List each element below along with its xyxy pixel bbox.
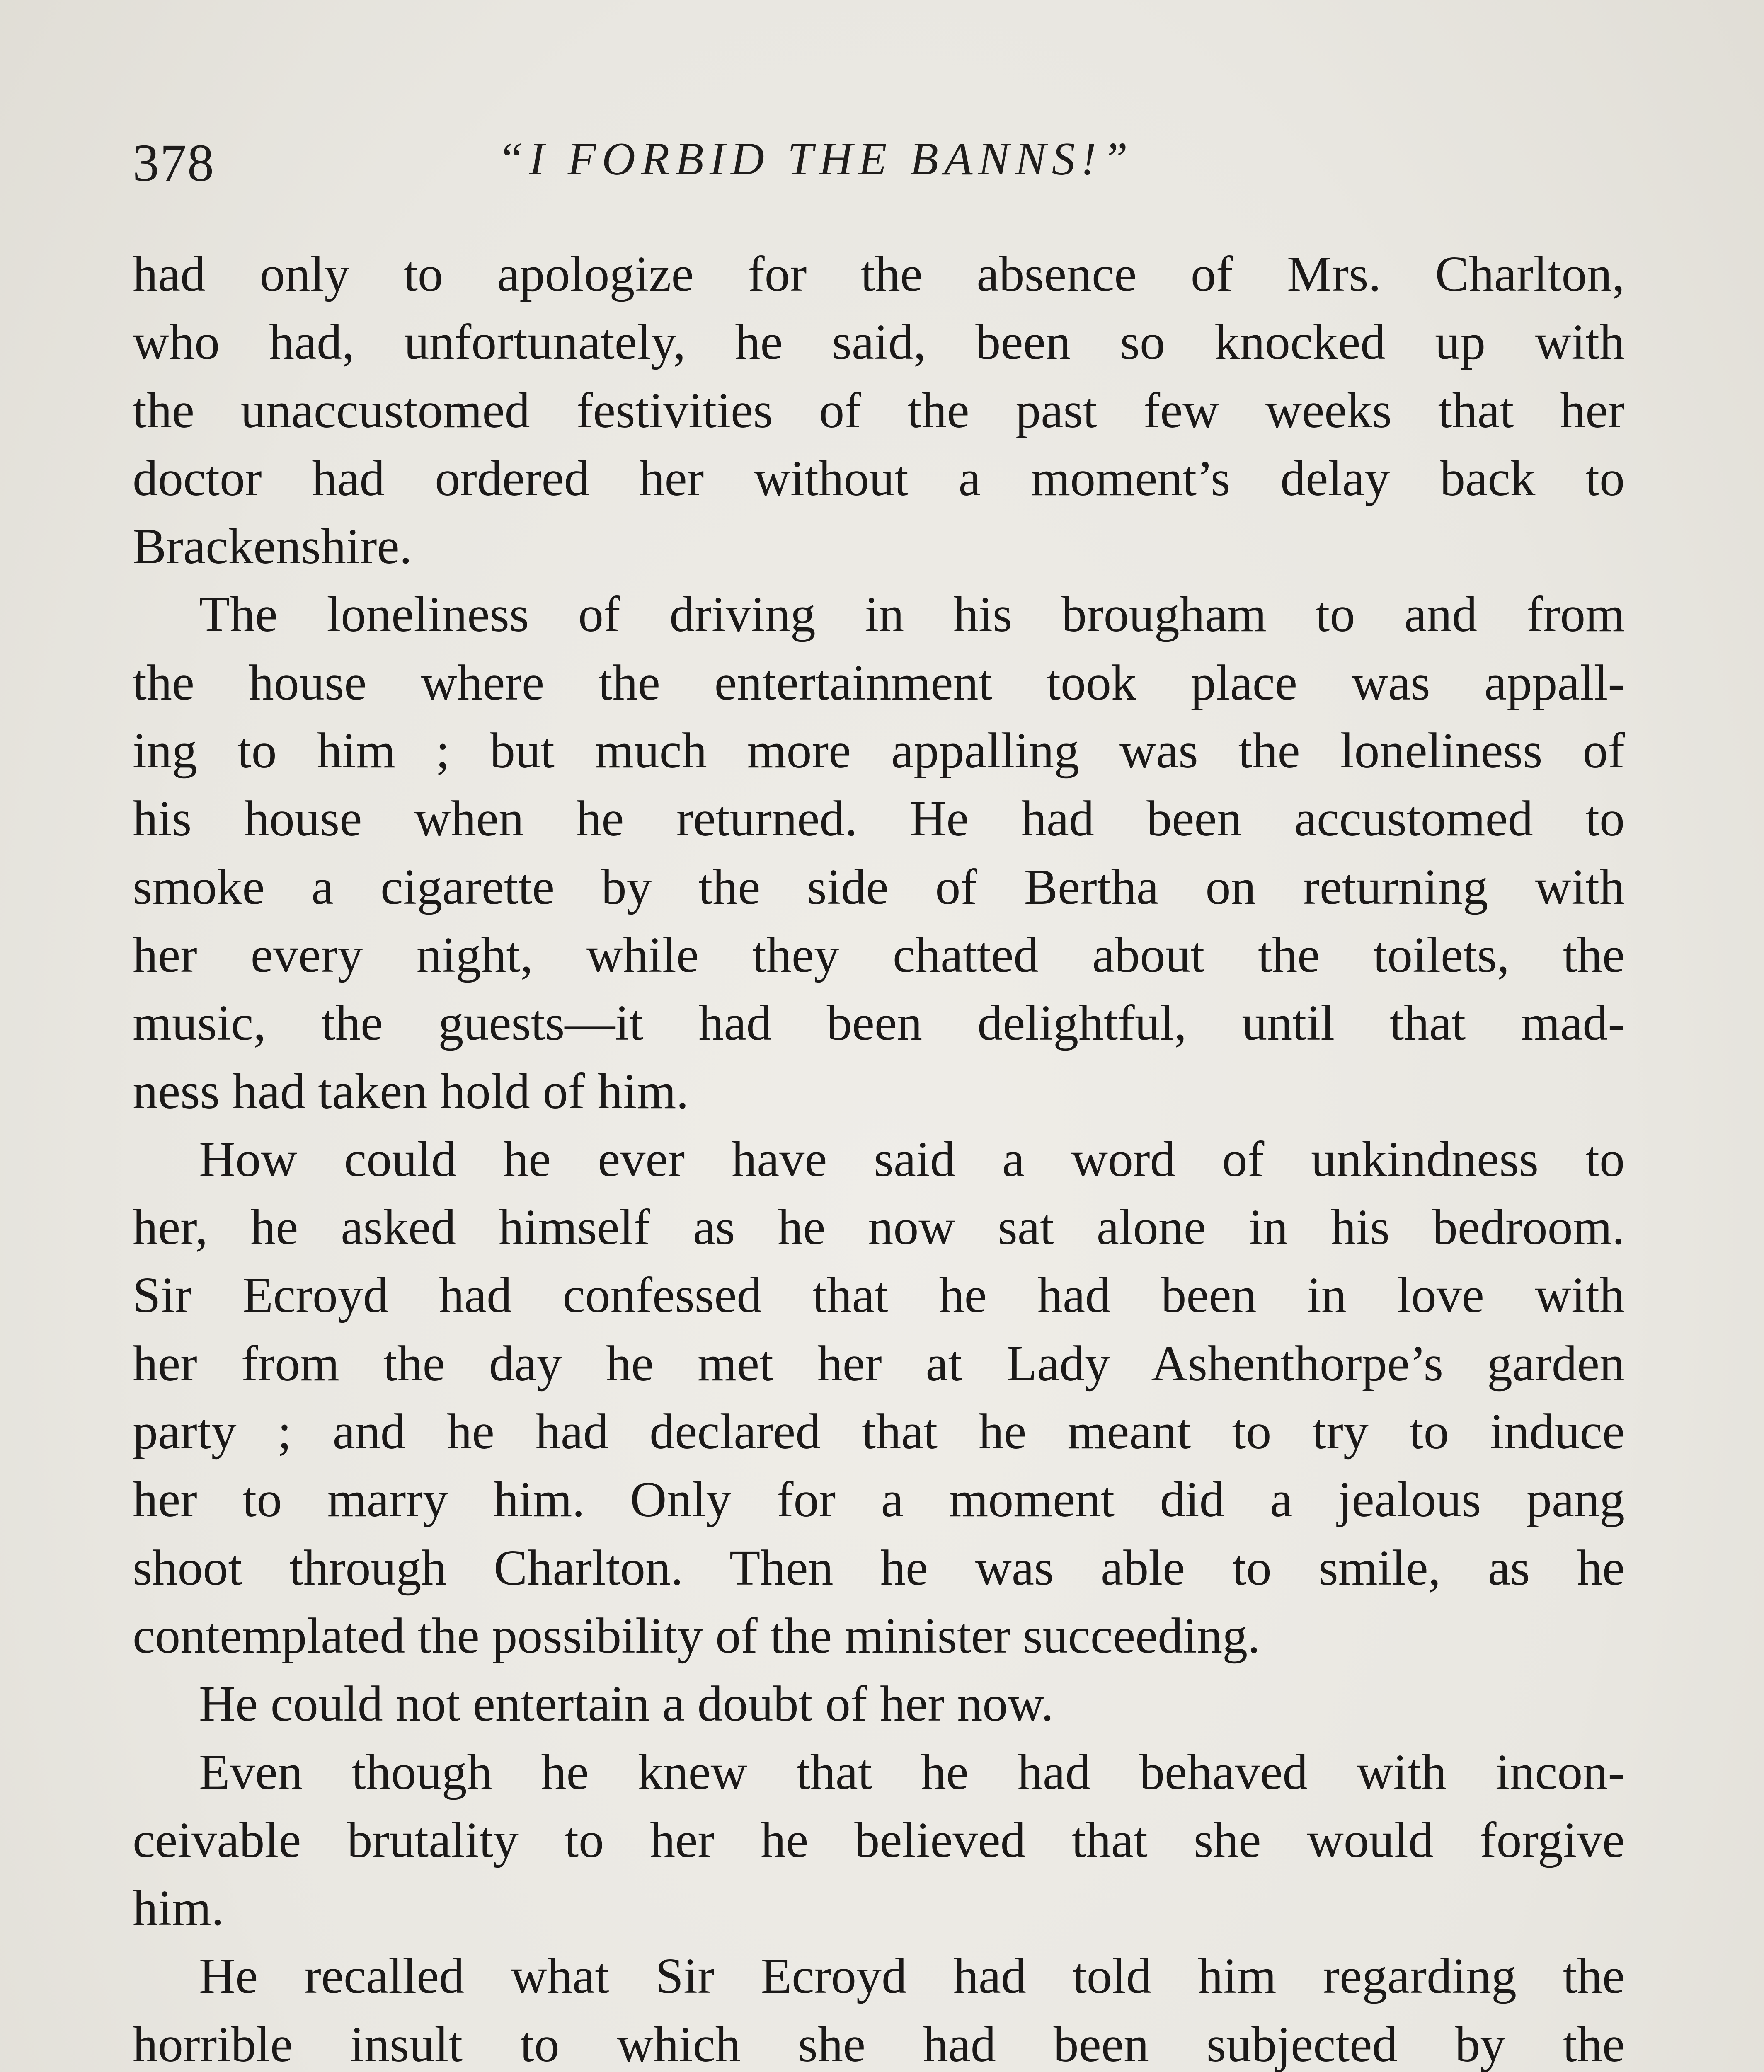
text-line: horrible insult to which she had been subjected by the [133, 2016, 1625, 2072]
text-line: his house when he returned. He had been accustomed to [133, 791, 1625, 847]
text-line: the unaccustomed festivities of the past few weeks that her [133, 382, 1625, 438]
text-line: her every night, while they chatted about the toilets, the [133, 927, 1625, 983]
text-line: smoke a cigarette by the side of Bertha on returning with [133, 859, 1625, 915]
running-head [133, 124, 1625, 203]
paragraph-first-line: How could he ever have said a word of unkindness to [199, 1131, 1625, 1187]
paragraph-first-line: He recalled what Sir Ecroyd had told him regarding the [199, 1948, 1625, 2004]
text-line: Brackenshire. [133, 518, 412, 575]
text-line: party ; and he had declared that he meant to try to induce [133, 1404, 1625, 1460]
running-title: “I FORBID THE BANNS!” [497, 133, 1134, 185]
text-line: doctor had ordered her without a moment’s delay back to [133, 450, 1625, 506]
text-line: her, he asked himself as he now sat alone in his bedroom. [133, 1199, 1625, 1256]
text-line: him. [133, 1880, 224, 1936]
text-line: contemplated the possibility of the minister succeeding. [133, 1607, 1260, 1664]
text-line: the house where the entertainment took place was appall- [133, 654, 1625, 711]
text-line: her from the day he met her at Lady Ashenthorpe’s garden [133, 1335, 1625, 1392]
text-line: ceivable brutality to her he believed that she would forgive [133, 1812, 1625, 1868]
paragraph-first-line: Even though he knew that he had behaved with incon- [199, 1744, 1625, 1800]
page-number: 378 [133, 133, 215, 192]
paragraph-first-line: He could not entertain a doubt of her now. [199, 1676, 1054, 1732]
body-text [133, 240, 1625, 2072]
text-line: ing to him ; but much more appalling was the loneliness of [133, 723, 1625, 779]
text-line: had only to apologize for the absence of Mrs. Charlton, [133, 246, 1625, 302]
paragraph-first-line: The loneliness of driving in his brougham to and from [199, 586, 1625, 643]
text-line: Sir Ecroyd had confessed that he had been in love with [133, 1267, 1625, 1324]
text-line: music, the guests—it had been delightful, until that mad- [133, 995, 1625, 1051]
text-line: shoot through Charlton. Then he was able to smile, as he [133, 1539, 1625, 1596]
text-line: ness had taken hold of him. [133, 1063, 689, 1119]
text-line: her to marry him. Only for a moment did a jealous pang [133, 1472, 1625, 1528]
text-line: who had, unfortunately, he said, been so knocked up with [133, 314, 1625, 370]
